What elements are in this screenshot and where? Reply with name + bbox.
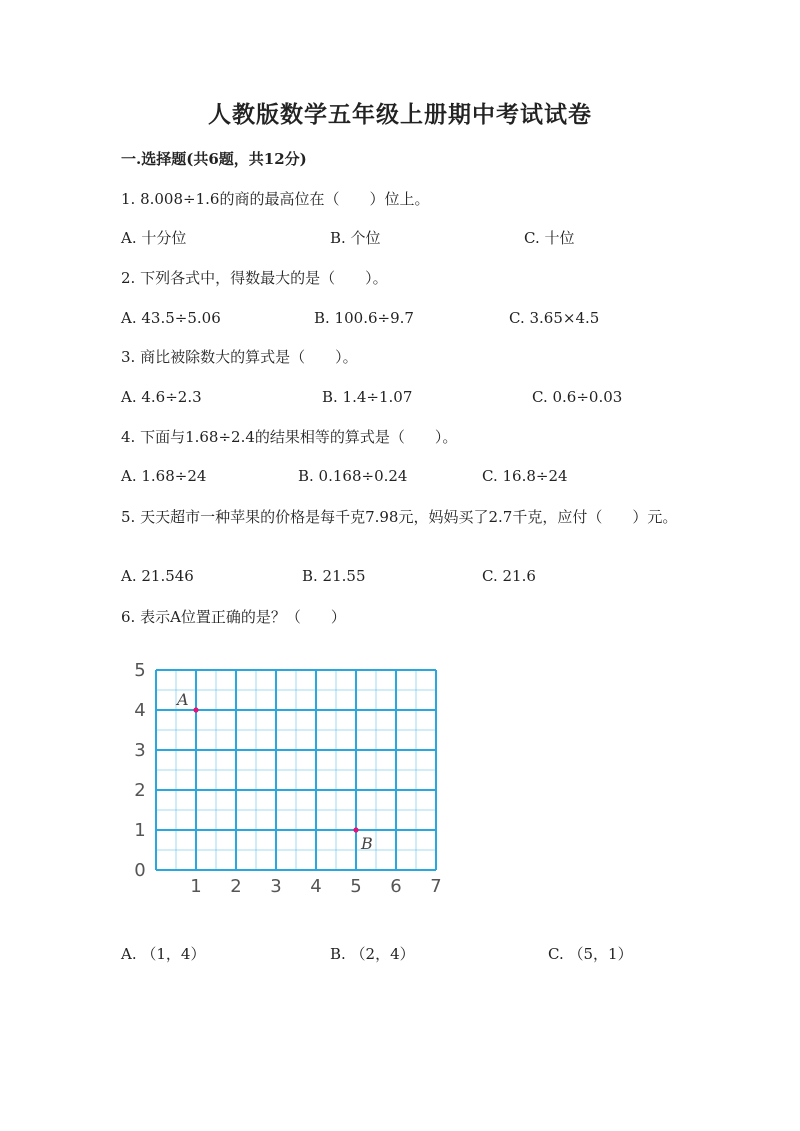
q4-option-c[interactable]: C. 16.8÷24 [482,467,568,485]
x-tick-label: 6 [390,876,402,897]
coordinate-grid-svg [120,656,460,901]
question-4: 4. 下面与1.68÷2.4的结果相等的算式是（ ）。 [121,428,458,446]
y-tick-label: 2 [134,780,146,801]
x-tick-label: 1 [190,876,202,897]
q3-option-a[interactable]: A. 4.6÷2.3 [121,388,202,406]
q3-option-c[interactable]: C. 0.6÷0.03 [532,388,623,406]
q2-option-a[interactable]: A. 43.5÷5.06 [121,309,221,327]
question-3: 3. 商比被除数大的算式是（ ）。 [121,348,358,366]
page-title: 人教版数学五年级上册期中考试试卷 [208,101,592,128]
question-2: 2. 下列各式中，得数最大的是（ ）。 [121,269,388,287]
question-1: 1. 8.008÷1.6的商的最高位在（ ）位上。 [121,190,430,208]
q6-option-c[interactable]: C. （5，1） [548,945,633,963]
point-b-label: B [361,834,373,853]
q5-option-b[interactable]: B. 21.55 [302,567,366,585]
q6-option-b[interactable]: B. （2，4） [330,945,415,963]
q1-option-b[interactable]: B. 个位 [330,229,381,247]
q5-option-c[interactable]: C. 21.6 [482,567,536,585]
x-tick-label: 2 [230,876,242,897]
x-tick-label: 3 [270,876,282,897]
q1-option-c[interactable]: C. 十位 [524,229,575,247]
question-6: 6. 表示A位置正确的是？（ ） [121,608,346,626]
q2-option-c[interactable]: C. 3.65×4.5 [509,309,600,327]
q4-option-b[interactable]: B. 0.168÷0.24 [298,467,408,485]
x-tick-label: 4 [310,876,322,897]
q4-option-a[interactable]: A. 1.68÷24 [121,467,207,485]
y-tick-label: 1 [134,820,146,841]
q3-option-b[interactable]: B. 1.4÷1.07 [322,388,413,406]
y-tick-label: 5 [134,660,146,681]
y-tick-label: 0 [134,860,146,881]
x-tick-label: 5 [350,876,362,897]
q2-option-b[interactable]: B. 100.6÷9.7 [314,309,414,327]
y-tick-label: 3 [134,740,146,761]
q6-option-a[interactable]: A. （1，4） [121,945,206,963]
point-b-marker [353,827,358,832]
question-5: 5. 天天超市一种苹果的价格是每千克7.98元，妈妈买了2.7千克，应付（ ）元。 [121,508,678,526]
coordinate-grid [120,656,460,901]
y-tick-label: 4 [134,700,146,721]
section-heading: 一.选择题(共6题，共12分) [121,150,307,168]
point-a-marker [193,707,198,712]
point-a-label: A [177,690,189,709]
q1-option-a[interactable]: A. 十分位 [121,229,187,247]
q5-option-a[interactable]: A. 21.546 [121,567,194,585]
x-tick-label: 7 [430,876,442,897]
